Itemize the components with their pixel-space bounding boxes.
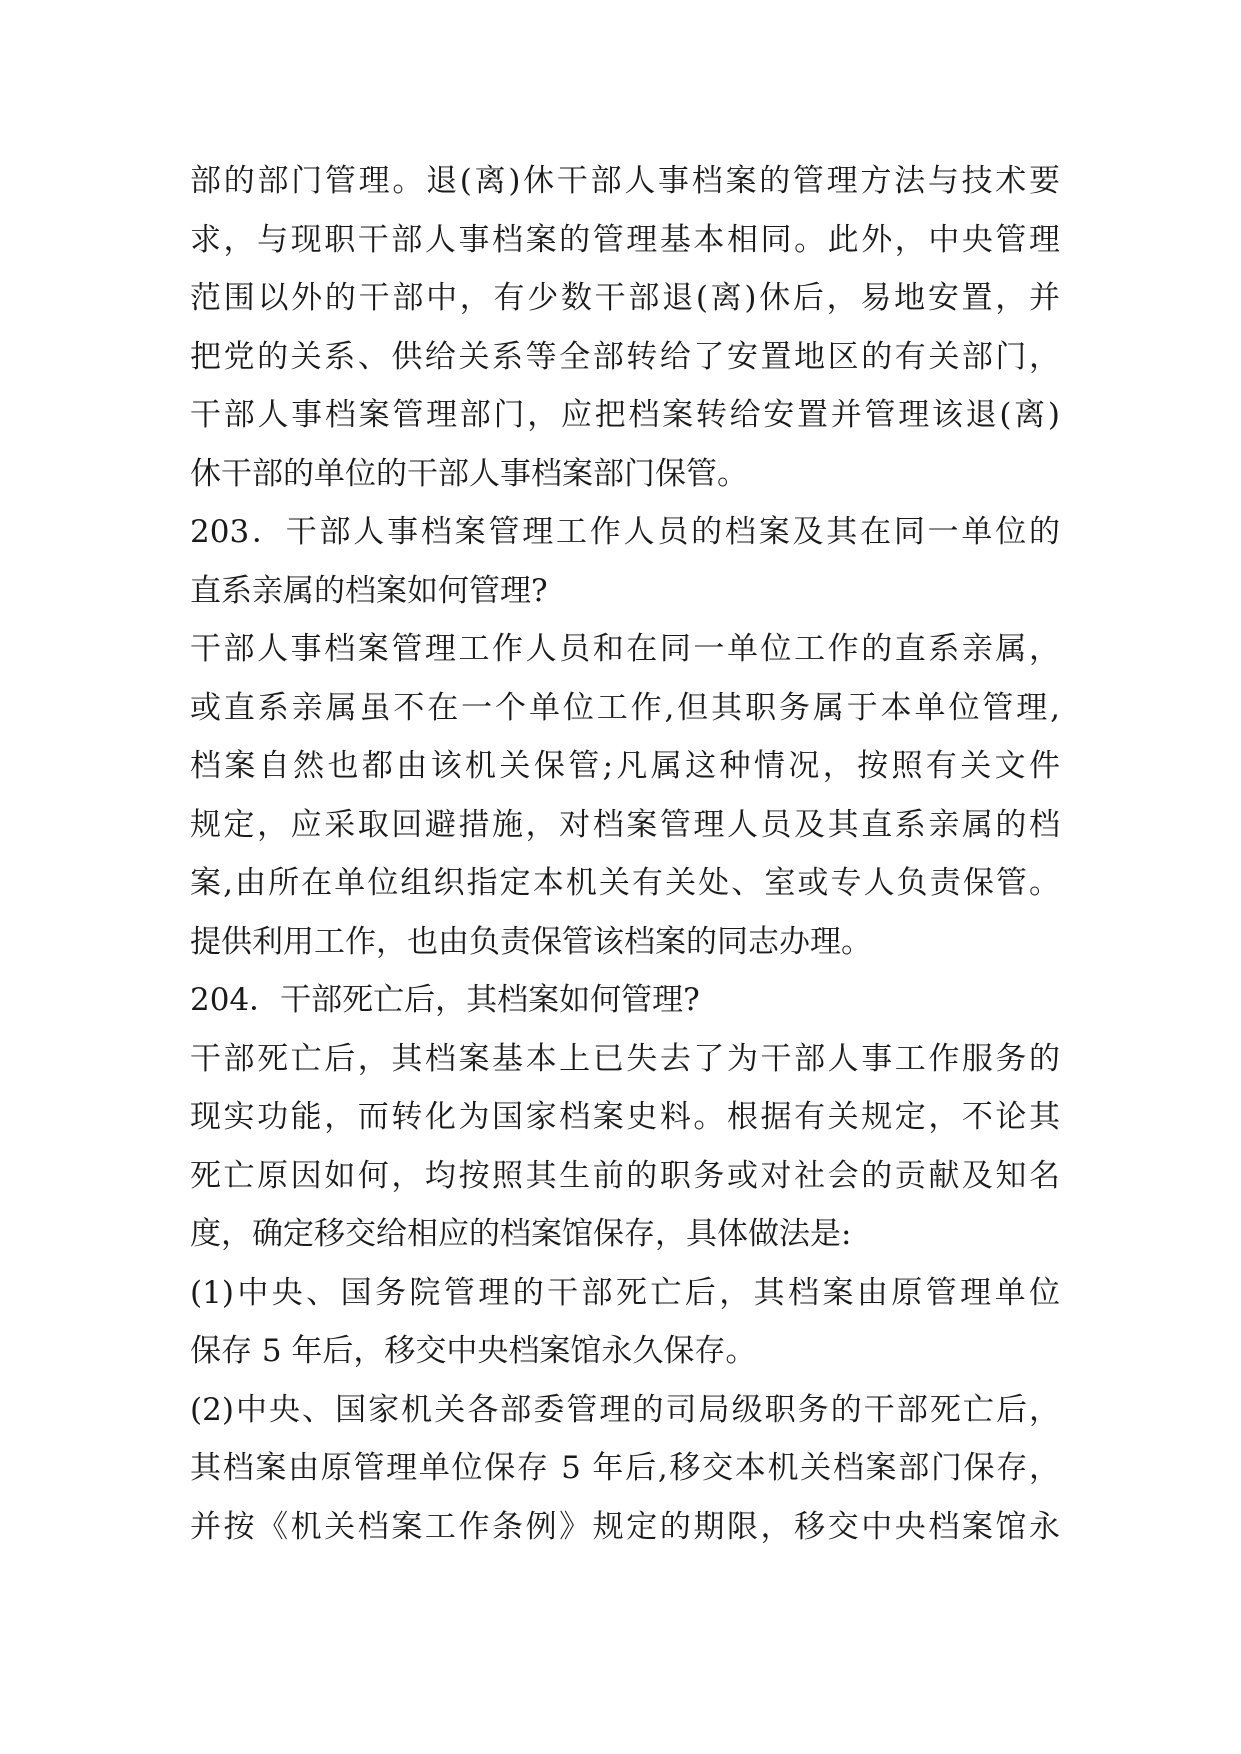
text-line-16: 干部死亡后，其档案基本上已失去了为干部人事工作服务的 — [190, 1040, 1060, 1077]
text-line-10: 或直系亲属虽不在一个单位工作,但其职务属于本单位管理, — [190, 689, 1060, 726]
text-line-19: 度，确定移交给相应的档案馆保存，具体做法是: — [190, 1216, 852, 1252]
text-line-5: 干部人事档案管理部门，应把档案转给安置并管理该退(离) — [190, 397, 1060, 433]
text-line-14: 提供利用工作，也由负责保管该档案的同志办理。 — [190, 923, 872, 960]
list-item-2: (2)中央、国家机关各部委管理的司局级职务的干部死亡后， — [190, 1391, 1060, 1428]
text-line-17: 现实功能，而转化为国家档案史料。根据有关规定，不论其 — [190, 1099, 1060, 1135]
list-item-2-cont-2: 并按《机关档案工作条例》规定的期限，移交中央档案馆永 — [190, 1508, 1060, 1545]
text-line-11: 档案自然也都由该机关保管;凡属这种情况，按照有关文件 — [190, 748, 1060, 784]
list-item-1-cont: 保存 5 年后，移交中央档案馆永久保存。 — [190, 1333, 757, 1369]
text-line-13: 案,由所在单位组织指定本机关有关处、室或专人负责保管。 — [190, 865, 1060, 901]
text-line-9: 干部人事档案管理工作人员和在同一单位工作的直系亲属， — [190, 631, 1060, 667]
list-item-2-cont: 其档案由原管理单位保存 5 年后,移交本机关档案部门保存， — [190, 1450, 1060, 1486]
text-line-18: 死亡原因如何，均按照其生前的职务或对社会的贡献及知名 — [190, 1157, 1060, 1194]
text-line-2: 求，与现职干部人事档案的管理基本相同。此外，中央管理 — [190, 221, 1060, 258]
list-item-1: (1)中央、国务院管理的干部死亡后，其档案由原管理单位 — [190, 1274, 1060, 1311]
question-heading-203-cont: 直系亲属的档案如何管理? — [190, 572, 548, 609]
text-line-4: 把党的关系、供给关系等全部转给了安置地区的有关部门， — [190, 338, 1060, 375]
question-heading-204: 204．干部死亡后，其档案如何管理? — [190, 982, 700, 1018]
document-body — [190, 152, 1060, 1556]
text-line-1: 部的部门管理。退(离)休干部人事档案的管理方法与技术要 — [190, 163, 1060, 199]
question-heading-203: 203．干部人事档案管理工作人员的档案及其在同一单位的 — [190, 514, 1060, 550]
text-line-12: 规定，应采取回避措施，对档案管理人员及其直系亲属的档 — [190, 806, 1060, 843]
text-line-3: 范围以外的干部中，有少数干部退(离)休后，易地安置，并 — [190, 280, 1060, 316]
text-line-6: 休干部的单位的干部人事档案部门保管。 — [190, 455, 748, 492]
